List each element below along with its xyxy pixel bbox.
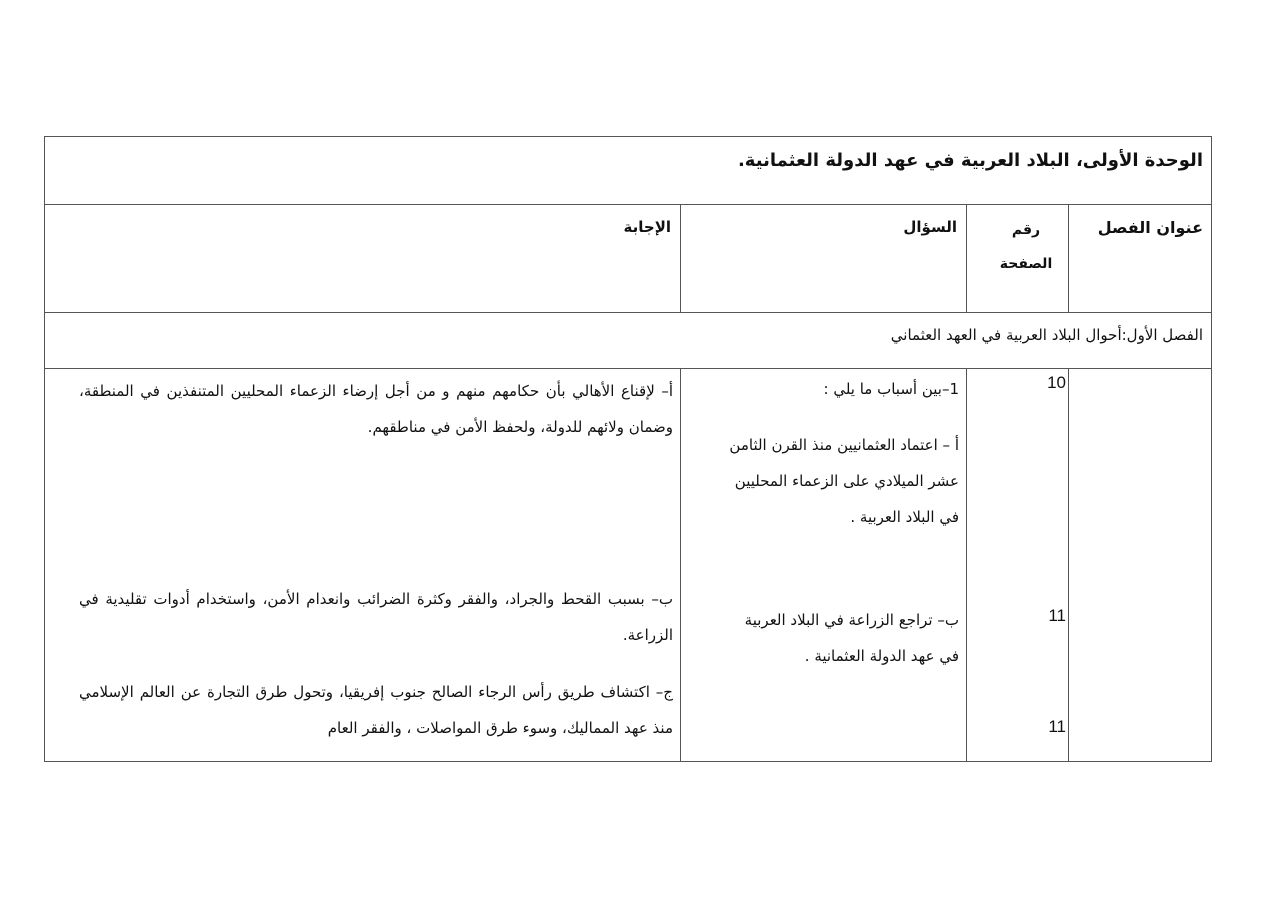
column-divider — [1068, 204, 1069, 312]
unit-title: الوحدة الأولى، البلاد العربية في عهد الدولة العثمانية. — [737, 150, 1203, 171]
column-divider — [680, 368, 681, 762]
answer-a: أ– لإقناع الأهالي بأن حكامهم منهم و من أجل إرضاء الزعماء المحليين المتنفذين في المنطقة، وضمان ولائهم للدولة، ولحفظ الأمن في مناطقهم. — [79, 382, 673, 436]
header-chapter-title: عنوان الفصل — [1097, 218, 1203, 237]
answer-c: ج– اكتشاف طريق رأس الرجاء الصالح جنوب إفريقيا، وتحول طرق التجارة عن العالم الإسلامي منذ عهد المماليك، وسوء طرق المواصلات ، والفقر العام — [79, 683, 673, 737]
header-page-number: رقم الصفحة — [999, 222, 1053, 272]
column-divider — [1068, 368, 1069, 762]
header-question: السؤال — [903, 218, 957, 236]
question-b: ب– تراجع الزراعة في البلاد العربية في عهد الدولة العثمانية . — [744, 611, 959, 665]
header-answer: الإجابة — [623, 218, 671, 236]
answer-b: ب– بسبب القحط والجراد، والفقر وكثرة الضرائب وانعدام الأمن، واستخدام أدوات تقليدية في الزراعة. — [79, 590, 673, 644]
column-divider — [966, 368, 967, 762]
study-table — [44, 136, 1212, 762]
question-intro: 1–بين أسباب ما يلي : — [823, 380, 959, 398]
page-number: 10 — [1047, 373, 1066, 392]
row-divider — [45, 312, 1211, 313]
chapter-title: الفصل الأول:أحوال البلاد العربية في العهد العثماني — [890, 326, 1203, 344]
page-number: 11 — [1048, 717, 1066, 736]
column-divider — [680, 204, 681, 312]
column-divider — [966, 204, 967, 312]
page-number: 11 — [1048, 606, 1066, 625]
row-divider — [45, 204, 1211, 205]
question-a: أ – اعتماد العثمانيين منذ القرن الثامن عشر الميلادي على الزعماء المحليين في البلاد العربية . — [729, 436, 959, 526]
row-divider — [45, 368, 1211, 369]
